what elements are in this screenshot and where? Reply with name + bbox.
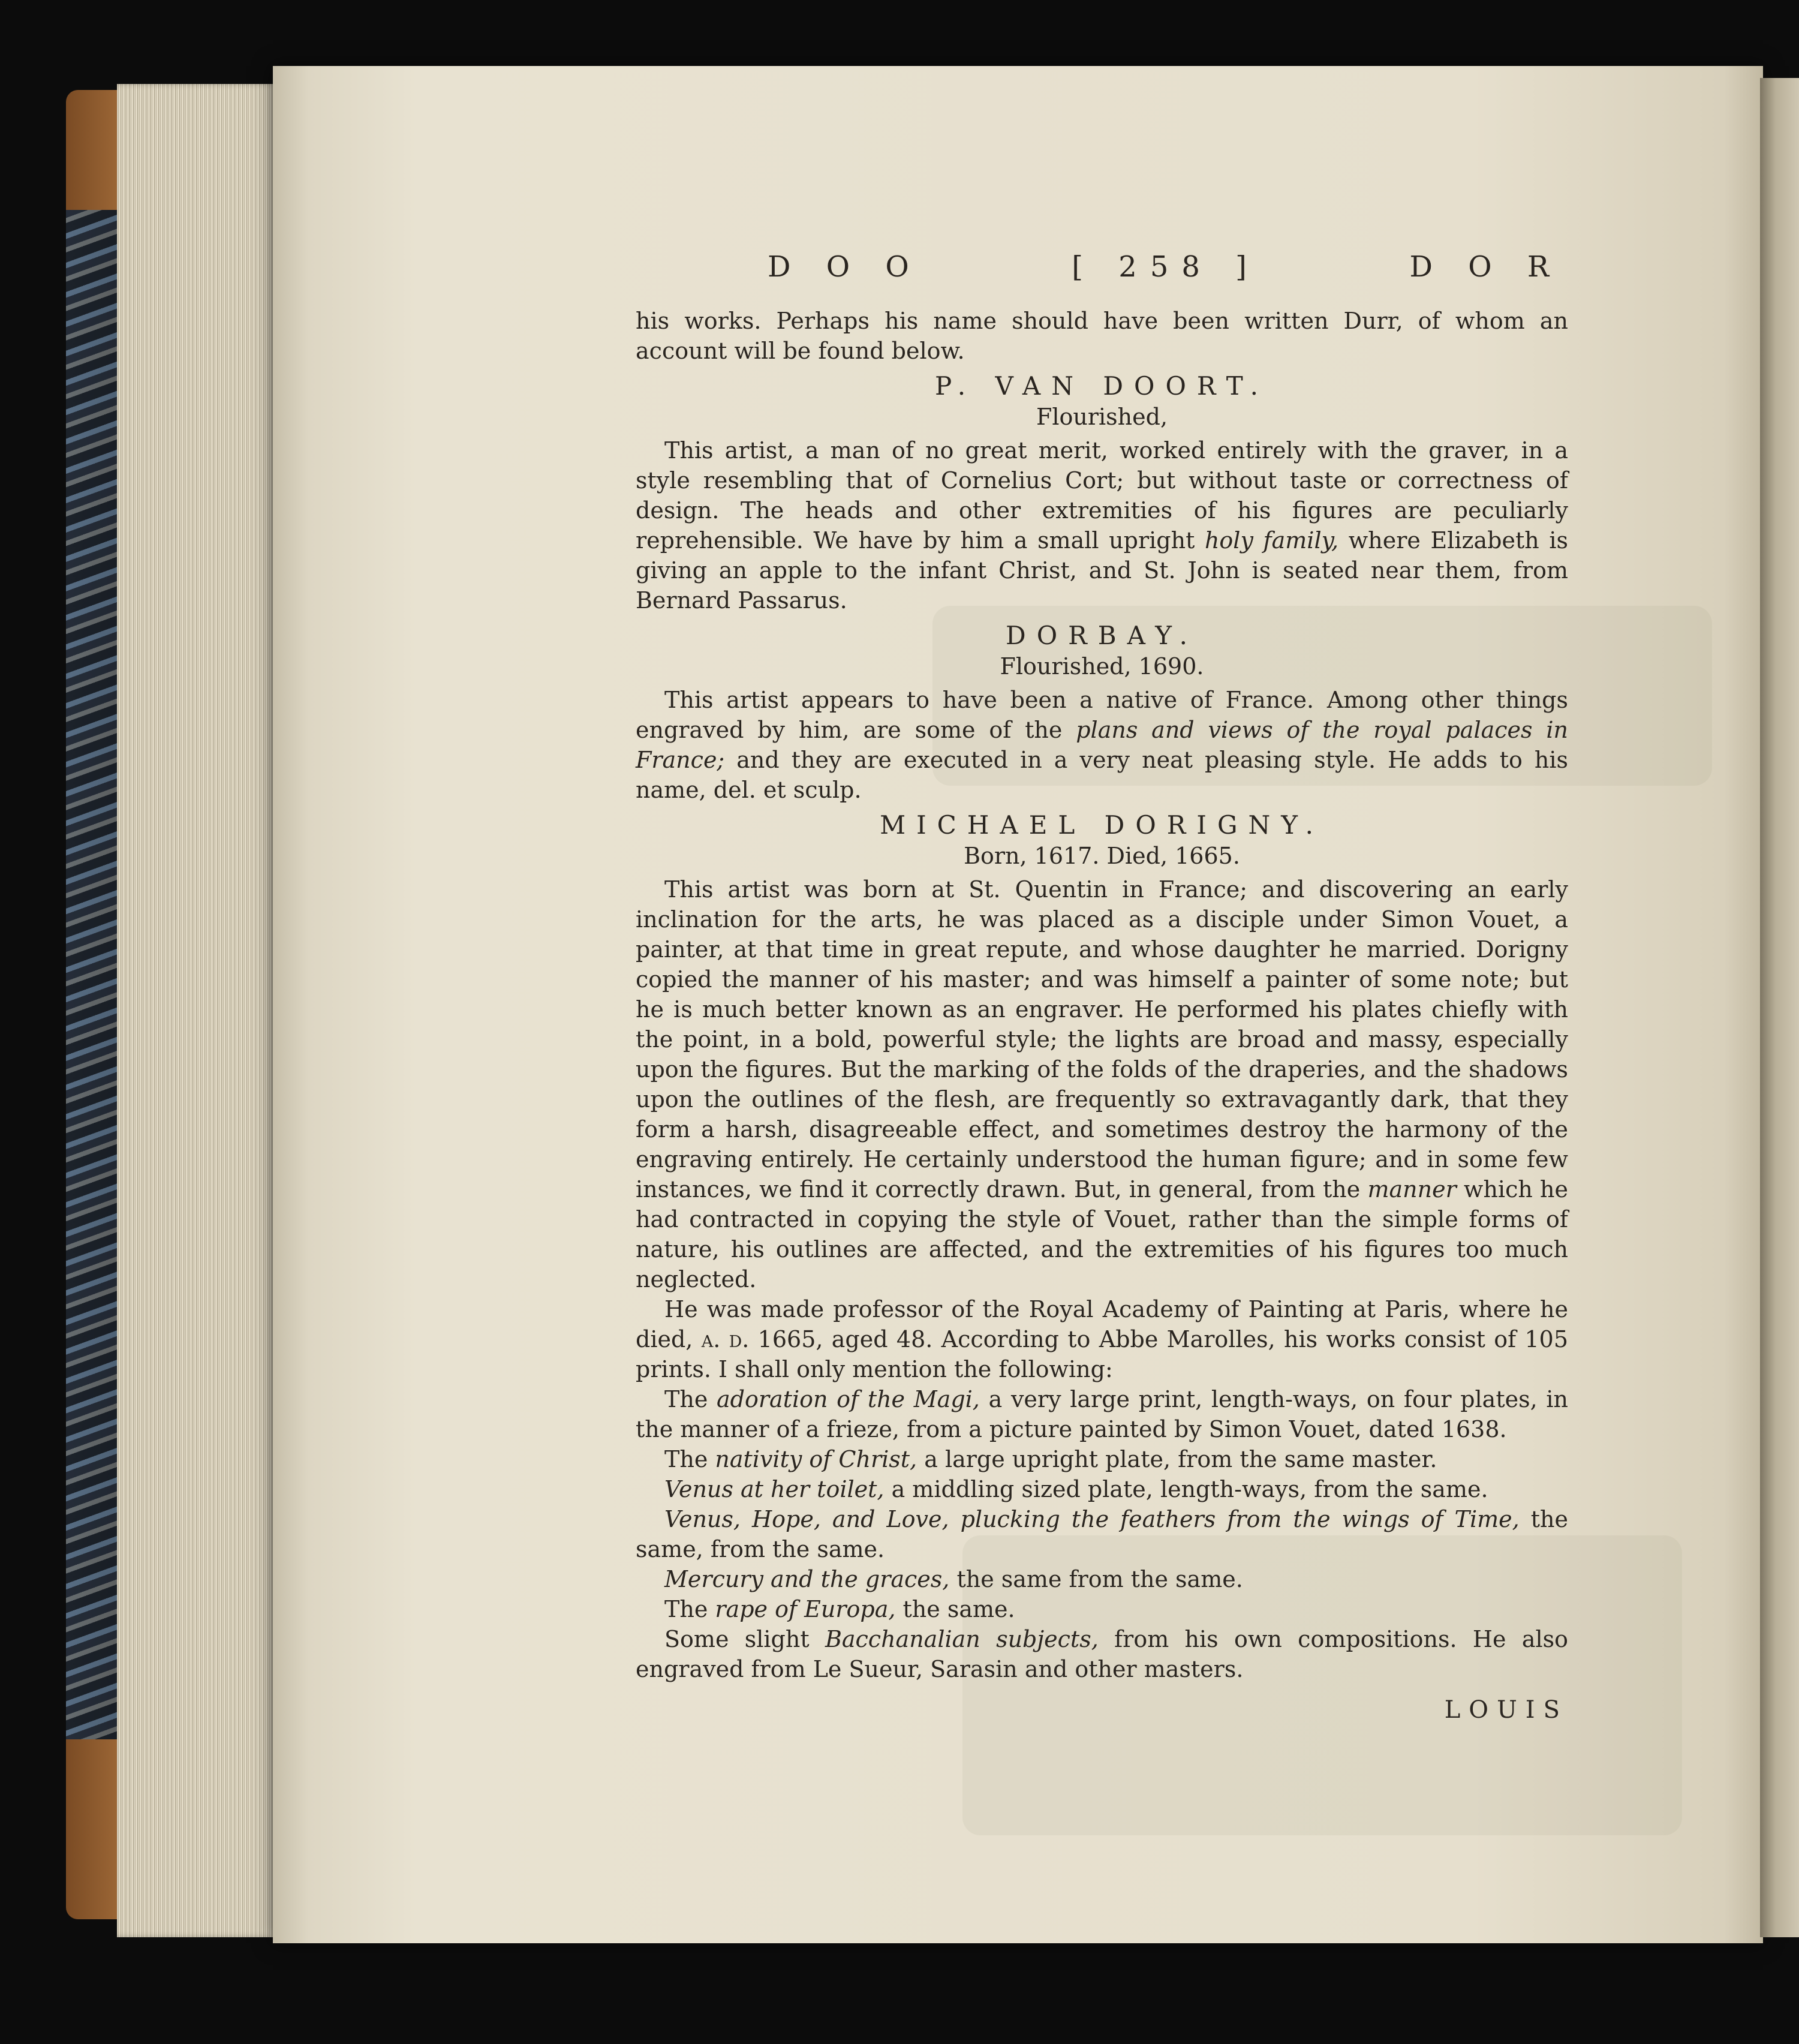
italic-title: nativity of Christ, xyxy=(715,1446,917,1472)
page-text xyxy=(636,252,1568,1725)
italic-title: plans and views of the royal palaces in France; xyxy=(636,717,1569,773)
italic-title: Venus at her toilet, xyxy=(664,1476,885,1502)
work-item xyxy=(636,1564,1568,1594)
entry-heading-dorbay: DORBAY. xyxy=(1006,621,1198,650)
italic-title: adoration of the Magi, xyxy=(717,1386,980,1412)
running-head xyxy=(768,252,1562,282)
page-edges xyxy=(117,84,276,1937)
work-item xyxy=(636,1624,1568,1684)
entry-dates-dorbay: Flourished, 1690. xyxy=(1000,653,1204,680)
entry-paragraph xyxy=(636,685,1568,805)
italic-word: manner xyxy=(1367,1176,1457,1203)
text-run: a very large print, length-ways, on four plates, in the manner of a frieze, from a picture painted by Simon Vouet, dated 1638. xyxy=(636,1386,1569,1442)
entry-dates-van-doort: Flourished, xyxy=(1036,404,1168,430)
text-run: The xyxy=(664,1596,715,1622)
text-run: a middling sized plate, length-ways, from the same. xyxy=(884,1476,1488,1502)
italic-title: Venus, Hope, and Love, plucking the feathers from the wings of Time, xyxy=(664,1506,1520,1532)
text-run: The xyxy=(664,1386,717,1412)
text-run: Some slight xyxy=(664,1626,825,1652)
text-run: the same from the same. xyxy=(949,1566,1243,1592)
page-number: [ 258 ] xyxy=(1072,250,1260,284)
work-item xyxy=(636,1504,1568,1564)
italic-title: Mercury and the graces, xyxy=(664,1566,950,1592)
entry-paragraph xyxy=(636,1294,1568,1384)
running-head-left: D O O xyxy=(768,250,922,284)
text-run: The xyxy=(664,1446,715,1472)
text-run: the same. xyxy=(895,1596,1015,1622)
italic-title: Bacchanalian subjects, xyxy=(825,1626,1099,1652)
intro-paragraph: his works. Perhaps his name should have been written Durr, of whom an account will be found below. xyxy=(636,308,1568,364)
works-list xyxy=(636,1384,1568,1684)
catchword: LOUIS xyxy=(1444,1696,1568,1724)
entry-heading-dorigny: MICHAEL DORIGNY. xyxy=(880,810,1324,840)
small-caps-ad: a. d. xyxy=(701,1326,750,1352)
text-run: This artist, a man of no great merit, worked entirely with the graver, in a style resembling that of Cornelius Cort; but without taste or correctness of design. The heads and other extremities of his figures are peculiarly reprehensible. We have by him a small upright xyxy=(636,437,1568,554)
italic-title: rape of Europa, xyxy=(715,1596,896,1622)
work-item xyxy=(636,1444,1568,1474)
text-run: 1665, aged 48. According to Abbe Marolles, his works consist of 105 prints. I shall only mention the following: xyxy=(636,1326,1569,1382)
text-run: This artist appears to have been a native of France. Among other things engraved by him, are some of the xyxy=(636,687,1568,743)
text-run: and they are executed in a very neat pleasing style. He adds to his name, del. et sculp. xyxy=(636,747,1568,803)
work-item xyxy=(636,1474,1568,1504)
text-run: which he had contracted in copying the style of Vouet, rather than the simple forms of nature, his outlines are affected, and the extremities of his figures too much neglected. xyxy=(636,1176,1568,1292)
work-item xyxy=(636,1384,1568,1444)
entry-heading-van-doort: P. VAN DOORT. xyxy=(935,371,1269,401)
text-run: the same, from the same. xyxy=(636,1506,1569,1562)
entry-paragraph xyxy=(636,874,1568,1294)
entry-paragraph xyxy=(636,435,1568,615)
text-run: from his own compositions. He also engraved from Le Sueur, Sarasin and other masters. xyxy=(636,1626,1569,1682)
italic-title: holy family, xyxy=(1204,527,1339,554)
facing-page-edge xyxy=(1760,78,1799,1937)
text-run: He was made professor of the Royal Academy of Painting at Paris, where he died, xyxy=(636,1296,1568,1352)
running-head-right: D O R xyxy=(1409,250,1562,284)
text-run: a large upright plate, from the same master. xyxy=(917,1446,1437,1472)
text-run: where Elizabeth is giving an apple to the infant Christ, and St. John is seated near them, from Bernard Passarus. xyxy=(636,527,1568,614)
work-item xyxy=(636,1594,1568,1624)
entry-dates-dorigny: Born, 1617. Died, 1665. xyxy=(964,843,1240,869)
text-run: This artist was born at St. Quentin in France; and discovering an early inclination for the arts, he was placed as a disciple under Simon Vouet, a painter, at that time in great repute, and whose daughter he married. Dorigny copied the manner of his master; and was himself a painter of some note; but he is much better known as an engraver. He performed his plates chiefly with the point, in a bold, powerful style; the lights are broad and massy, especially upon the figures. But the marking of the folds of the draperies, and the shadows upon the outlines of the flesh, are frequently so extravagantly dark, that they form a harsh, disagreeable effect, and sometimes destroy the harmony of the engraving entirely. He certainly understood the human figure; and in some few instances, we find it correctly drawn. But, in general, from the xyxy=(636,876,1568,1203)
